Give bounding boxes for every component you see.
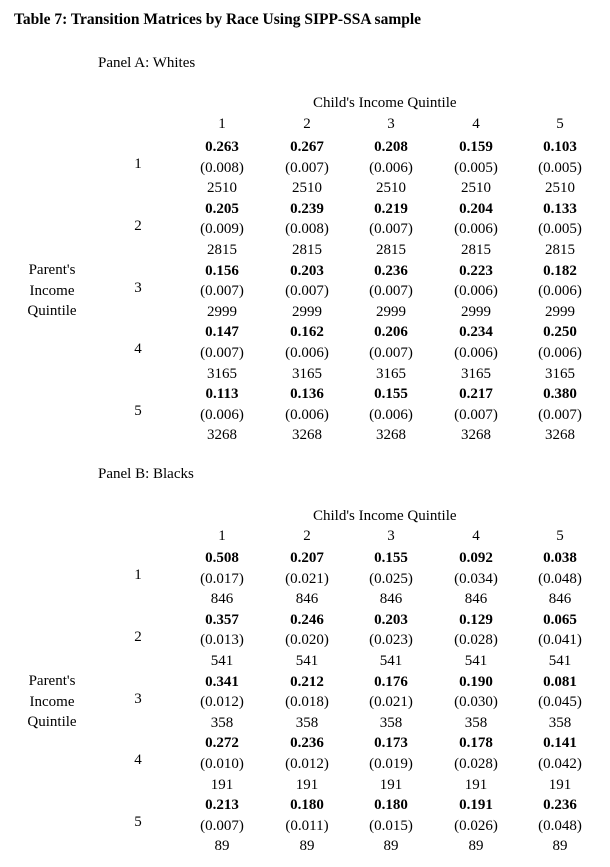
standard-error: (0.006): [454, 283, 498, 300]
transition-probability: 0.208: [374, 139, 408, 155]
sample-size: 89: [383, 838, 399, 855]
row-label: 3: [134, 690, 142, 707]
transition-probability: 0.219: [374, 200, 408, 217]
table-cell: [182, 261, 262, 323]
transition-probability: 0.223: [459, 262, 493, 279]
sample-size: 541: [379, 652, 403, 669]
table-cell: [351, 322, 431, 384]
standard-error: (0.010): [200, 755, 244, 772]
sample-size: 2999: [292, 303, 322, 320]
sample-size: 2510: [376, 180, 406, 197]
sample-size: 191: [379, 776, 403, 793]
standard-error: (0.021): [285, 570, 329, 587]
transition-probability: 0.217: [459, 386, 493, 403]
transition-probability: 0.133: [543, 200, 577, 217]
sample-size: 2815: [461, 241, 491, 258]
transition-probability: 0.236: [374, 262, 408, 279]
standard-error: (0.008): [200, 159, 244, 176]
standard-error: (0.006): [454, 221, 498, 238]
table-cell: [520, 322, 600, 384]
standard-error: (0.025): [369, 570, 413, 587]
standard-error: (0.019): [369, 755, 413, 772]
column-label: 2: [303, 116, 311, 132]
transition-probability: 0.205: [205, 200, 239, 217]
standard-error: (0.007): [369, 344, 413, 361]
table-cell: [520, 548, 600, 610]
standard-error: (0.006): [538, 283, 582, 300]
standard-error: (0.028): [454, 632, 498, 649]
standard-error: (0.012): [200, 694, 244, 711]
table-cell: [351, 795, 431, 857]
table-cell: [351, 610, 431, 672]
standard-error: (0.007): [369, 283, 413, 300]
row-label: 4: [134, 752, 142, 769]
standard-error: (0.048): [538, 570, 582, 587]
standard-error: (0.015): [369, 817, 413, 834]
column-label: 1: [218, 528, 226, 544]
sample-size: 3165: [292, 365, 322, 382]
table-cell: [267, 199, 347, 261]
column-label: 5: [556, 528, 564, 544]
transition-probability: 0.136: [290, 386, 324, 403]
transition-probability: 0.204: [459, 200, 493, 217]
transition-probability: 0.038: [543, 550, 577, 566]
sample-size: 2510: [292, 180, 322, 197]
transition-probability: 0.141: [543, 735, 577, 752]
child-income-quintile-header: Child's Income Quintile: [313, 95, 457, 111]
table-cell: [436, 795, 516, 857]
standard-error: (0.006): [369, 159, 413, 176]
sample-size: 541: [210, 652, 234, 669]
sample-size: 541: [295, 652, 319, 669]
transition-probability: 0.206: [374, 324, 408, 341]
table-cell: [267, 384, 347, 446]
sample-size: 846: [548, 591, 572, 608]
sample-size: 89: [214, 838, 230, 855]
table-cell: [436, 733, 516, 795]
transition-probability: 0.155: [374, 550, 408, 566]
sample-size: 541: [548, 652, 572, 669]
transition-probability: 0.272: [205, 735, 239, 752]
column-label: 4: [472, 528, 480, 544]
transition-probability: 0.263: [205, 139, 239, 155]
standard-error: (0.006): [369, 406, 413, 423]
table-cell: [520, 733, 600, 795]
standard-error: (0.023): [369, 632, 413, 649]
table-cell: [182, 610, 262, 672]
table-cell: [182, 322, 262, 384]
table-cell: [520, 384, 600, 446]
row-label: 4: [134, 341, 142, 358]
standard-error: (0.006): [454, 344, 498, 361]
sample-size: 2815: [207, 241, 237, 258]
sample-size: 3165: [376, 365, 406, 382]
standard-error: (0.048): [538, 817, 582, 834]
sample-size: 2510: [545, 180, 575, 197]
column-label: 1: [218, 116, 226, 132]
transition-probability: 0.147: [205, 324, 239, 341]
panel-title: Panel B: Blacks: [98, 466, 194, 482]
transition-probability: 0.092: [459, 550, 493, 566]
transition-probability: 0.103: [543, 139, 577, 155]
child-income-quintile-header: Child's Income Quintile: [313, 508, 457, 524]
sample-size: 2815: [376, 241, 406, 258]
table-cell: [267, 261, 347, 323]
sample-size: 89: [552, 838, 568, 855]
transition-probability: 0.207: [290, 550, 324, 566]
standard-error: (0.007): [369, 221, 413, 238]
standard-error: (0.011): [285, 817, 329, 834]
column-label: 3: [387, 116, 395, 132]
table-cell: [351, 548, 431, 610]
table-cell: [520, 137, 600, 199]
sample-size: 191: [548, 776, 572, 793]
sample-size: 358: [548, 714, 572, 731]
table-cell: [267, 610, 347, 672]
transition-probability: 0.246: [290, 611, 324, 628]
standard-error: (0.006): [538, 344, 582, 361]
transition-probability: 0.213: [205, 797, 239, 814]
table-cell: [436, 384, 516, 446]
transition-probability: 0.239: [290, 200, 324, 217]
sample-size: 191: [464, 776, 488, 793]
table-cell: [520, 795, 600, 857]
row-label: 1: [134, 156, 142, 172]
standard-error: (0.018): [285, 694, 329, 711]
table-cell: [182, 672, 262, 734]
sample-size: 2510: [207, 180, 237, 197]
table-cell: [351, 261, 431, 323]
transition-probability: 0.081: [543, 673, 577, 690]
table-cell: [267, 322, 347, 384]
transition-probability: 0.236: [290, 735, 324, 752]
sample-size: 2999: [207, 303, 237, 320]
column-label: 4: [472, 116, 480, 132]
sample-size: 358: [295, 714, 319, 731]
standard-error: (0.026): [454, 817, 498, 834]
table-cell: [182, 548, 262, 610]
table-cell: [436, 261, 516, 323]
sample-size: 541: [464, 652, 488, 669]
sample-size: 191: [295, 776, 319, 793]
standard-error: (0.006): [285, 406, 329, 423]
sample-size: 3268: [376, 427, 406, 444]
parent-income-quintile-label: Parent's Income Quintile: [27, 673, 77, 731]
transition-probability: 0.176: [374, 673, 408, 690]
table-cell: [182, 199, 262, 261]
transition-probability: 0.180: [290, 797, 324, 814]
sample-size: 3165: [461, 365, 491, 382]
sample-size: 191: [210, 776, 234, 793]
row-label: 2: [134, 217, 142, 234]
sample-size: 3268: [461, 427, 491, 444]
table-cell: [351, 672, 431, 734]
sample-size: 2815: [545, 241, 575, 258]
table-cell: [436, 322, 516, 384]
standard-error: (0.034): [454, 570, 498, 587]
transition-probability: 0.129: [459, 611, 493, 628]
standard-error: (0.041): [538, 632, 582, 649]
table-cell: [436, 199, 516, 261]
table-cell: [436, 137, 516, 199]
column-label: 5: [556, 116, 564, 132]
transition-probability: 0.203: [374, 611, 408, 628]
sample-size: 846: [379, 591, 403, 608]
sample-size: 2999: [376, 303, 406, 320]
transition-probability: 0.173: [374, 735, 408, 752]
sample-size: 358: [464, 714, 488, 731]
standard-error: (0.028): [454, 755, 498, 772]
standard-error: (0.020): [285, 632, 329, 649]
standard-error: (0.007): [454, 406, 498, 423]
table-cell: [182, 384, 262, 446]
sample-size: 2999: [545, 303, 575, 320]
row-label: 5: [134, 814, 142, 831]
sample-size: 3268: [207, 427, 237, 444]
standard-error: (0.007): [285, 283, 329, 300]
table-cell: [182, 795, 262, 857]
transition-probability: 0.203: [290, 262, 324, 279]
transition-probability: 0.212: [290, 673, 324, 690]
sample-size: 846: [464, 591, 488, 608]
transition-probability: 0.155: [374, 386, 408, 403]
transition-probability: 0.162: [290, 324, 324, 341]
standard-error: (0.012): [285, 755, 329, 772]
transition-probability: 0.156: [205, 262, 239, 279]
row-label: 2: [134, 628, 142, 645]
table-cell: [520, 610, 600, 672]
transition-probability: 0.508: [205, 550, 239, 566]
transition-probability: 0.113: [205, 386, 239, 403]
row-label: 5: [134, 403, 142, 420]
standard-error: (0.008): [285, 221, 329, 238]
table-cell: [182, 137, 262, 199]
column-label: 3: [387, 528, 395, 544]
transition-probability: 0.357: [205, 611, 239, 628]
sample-size: 3268: [292, 427, 322, 444]
transition-probability: 0.191: [459, 797, 493, 814]
table-cell: [267, 672, 347, 734]
table-cell: [436, 610, 516, 672]
table-cell: [267, 733, 347, 795]
standard-error: (0.045): [538, 694, 582, 711]
standard-error: (0.005): [538, 159, 582, 176]
standard-error: (0.030): [454, 694, 498, 711]
row-label: 1: [134, 567, 142, 583]
table-cell: [267, 137, 347, 199]
transition-probability: 0.178: [459, 735, 493, 752]
table-cell: [436, 672, 516, 734]
sample-size: 3165: [545, 365, 575, 382]
standard-error: (0.005): [454, 159, 498, 176]
transition-probability: 0.234: [459, 324, 493, 341]
transition-probability: 0.182: [543, 262, 577, 279]
sample-size: 89: [468, 838, 484, 855]
sample-size: 2815: [292, 241, 322, 258]
table-cell: [351, 137, 431, 199]
table-cell: [520, 672, 600, 734]
table-cell: [267, 795, 347, 857]
standard-error: (0.013): [200, 632, 244, 649]
panel-title: Panel A: Whites: [98, 55, 196, 71]
standard-error: (0.007): [200, 344, 244, 361]
standard-error: (0.017): [200, 570, 244, 587]
transition-probability: 0.065: [543, 611, 577, 628]
transition-probability: 0.236: [543, 797, 577, 814]
standard-error: (0.007): [200, 283, 244, 300]
table-cell: [520, 199, 600, 261]
standard-error: (0.006): [285, 344, 329, 361]
table-cell: [182, 733, 262, 795]
standard-error: (0.005): [538, 221, 582, 238]
sample-size: 358: [379, 714, 403, 731]
standard-error: (0.006): [200, 406, 244, 423]
transition-probability: 0.159: [459, 139, 493, 155]
sample-size: 3268: [545, 427, 575, 444]
table-cell: [351, 733, 431, 795]
standard-error: (0.007): [200, 817, 244, 834]
transition-probability: 0.180: [374, 797, 408, 814]
sample-size: 358: [210, 714, 234, 731]
transition-probability: 0.190: [459, 673, 493, 690]
standard-error: (0.042): [538, 755, 582, 772]
transition-probability: 0.250: [543, 324, 577, 341]
table-title: Table 7: Transition Matrices by Race Using SIPP-SSA sample: [14, 11, 422, 28]
table-cell: [351, 384, 431, 446]
sample-size: 3165: [207, 365, 237, 382]
standard-error: (0.007): [538, 406, 582, 423]
table-cell: [520, 261, 600, 323]
sample-size: 89: [299, 838, 315, 855]
table-cell: [436, 548, 516, 610]
row-label: 3: [134, 279, 142, 296]
standard-error: (0.021): [369, 694, 413, 711]
standard-error: (0.007): [285, 159, 329, 176]
sample-size: 846: [210, 591, 234, 608]
standard-error: (0.009): [200, 221, 244, 238]
table-cell: [267, 548, 347, 610]
parent-income-quintile-label: Parent's Income Quintile: [27, 262, 77, 320]
transition-probability: 0.341: [205, 673, 239, 690]
sample-size: 2510: [461, 180, 491, 197]
sample-size: 846: [295, 591, 319, 608]
transition-probability: 0.380: [543, 386, 577, 403]
transition-probability: 0.267: [290, 139, 324, 155]
table-cell: [351, 199, 431, 261]
sample-size: 2999: [461, 303, 491, 320]
column-label: 2: [303, 528, 311, 544]
